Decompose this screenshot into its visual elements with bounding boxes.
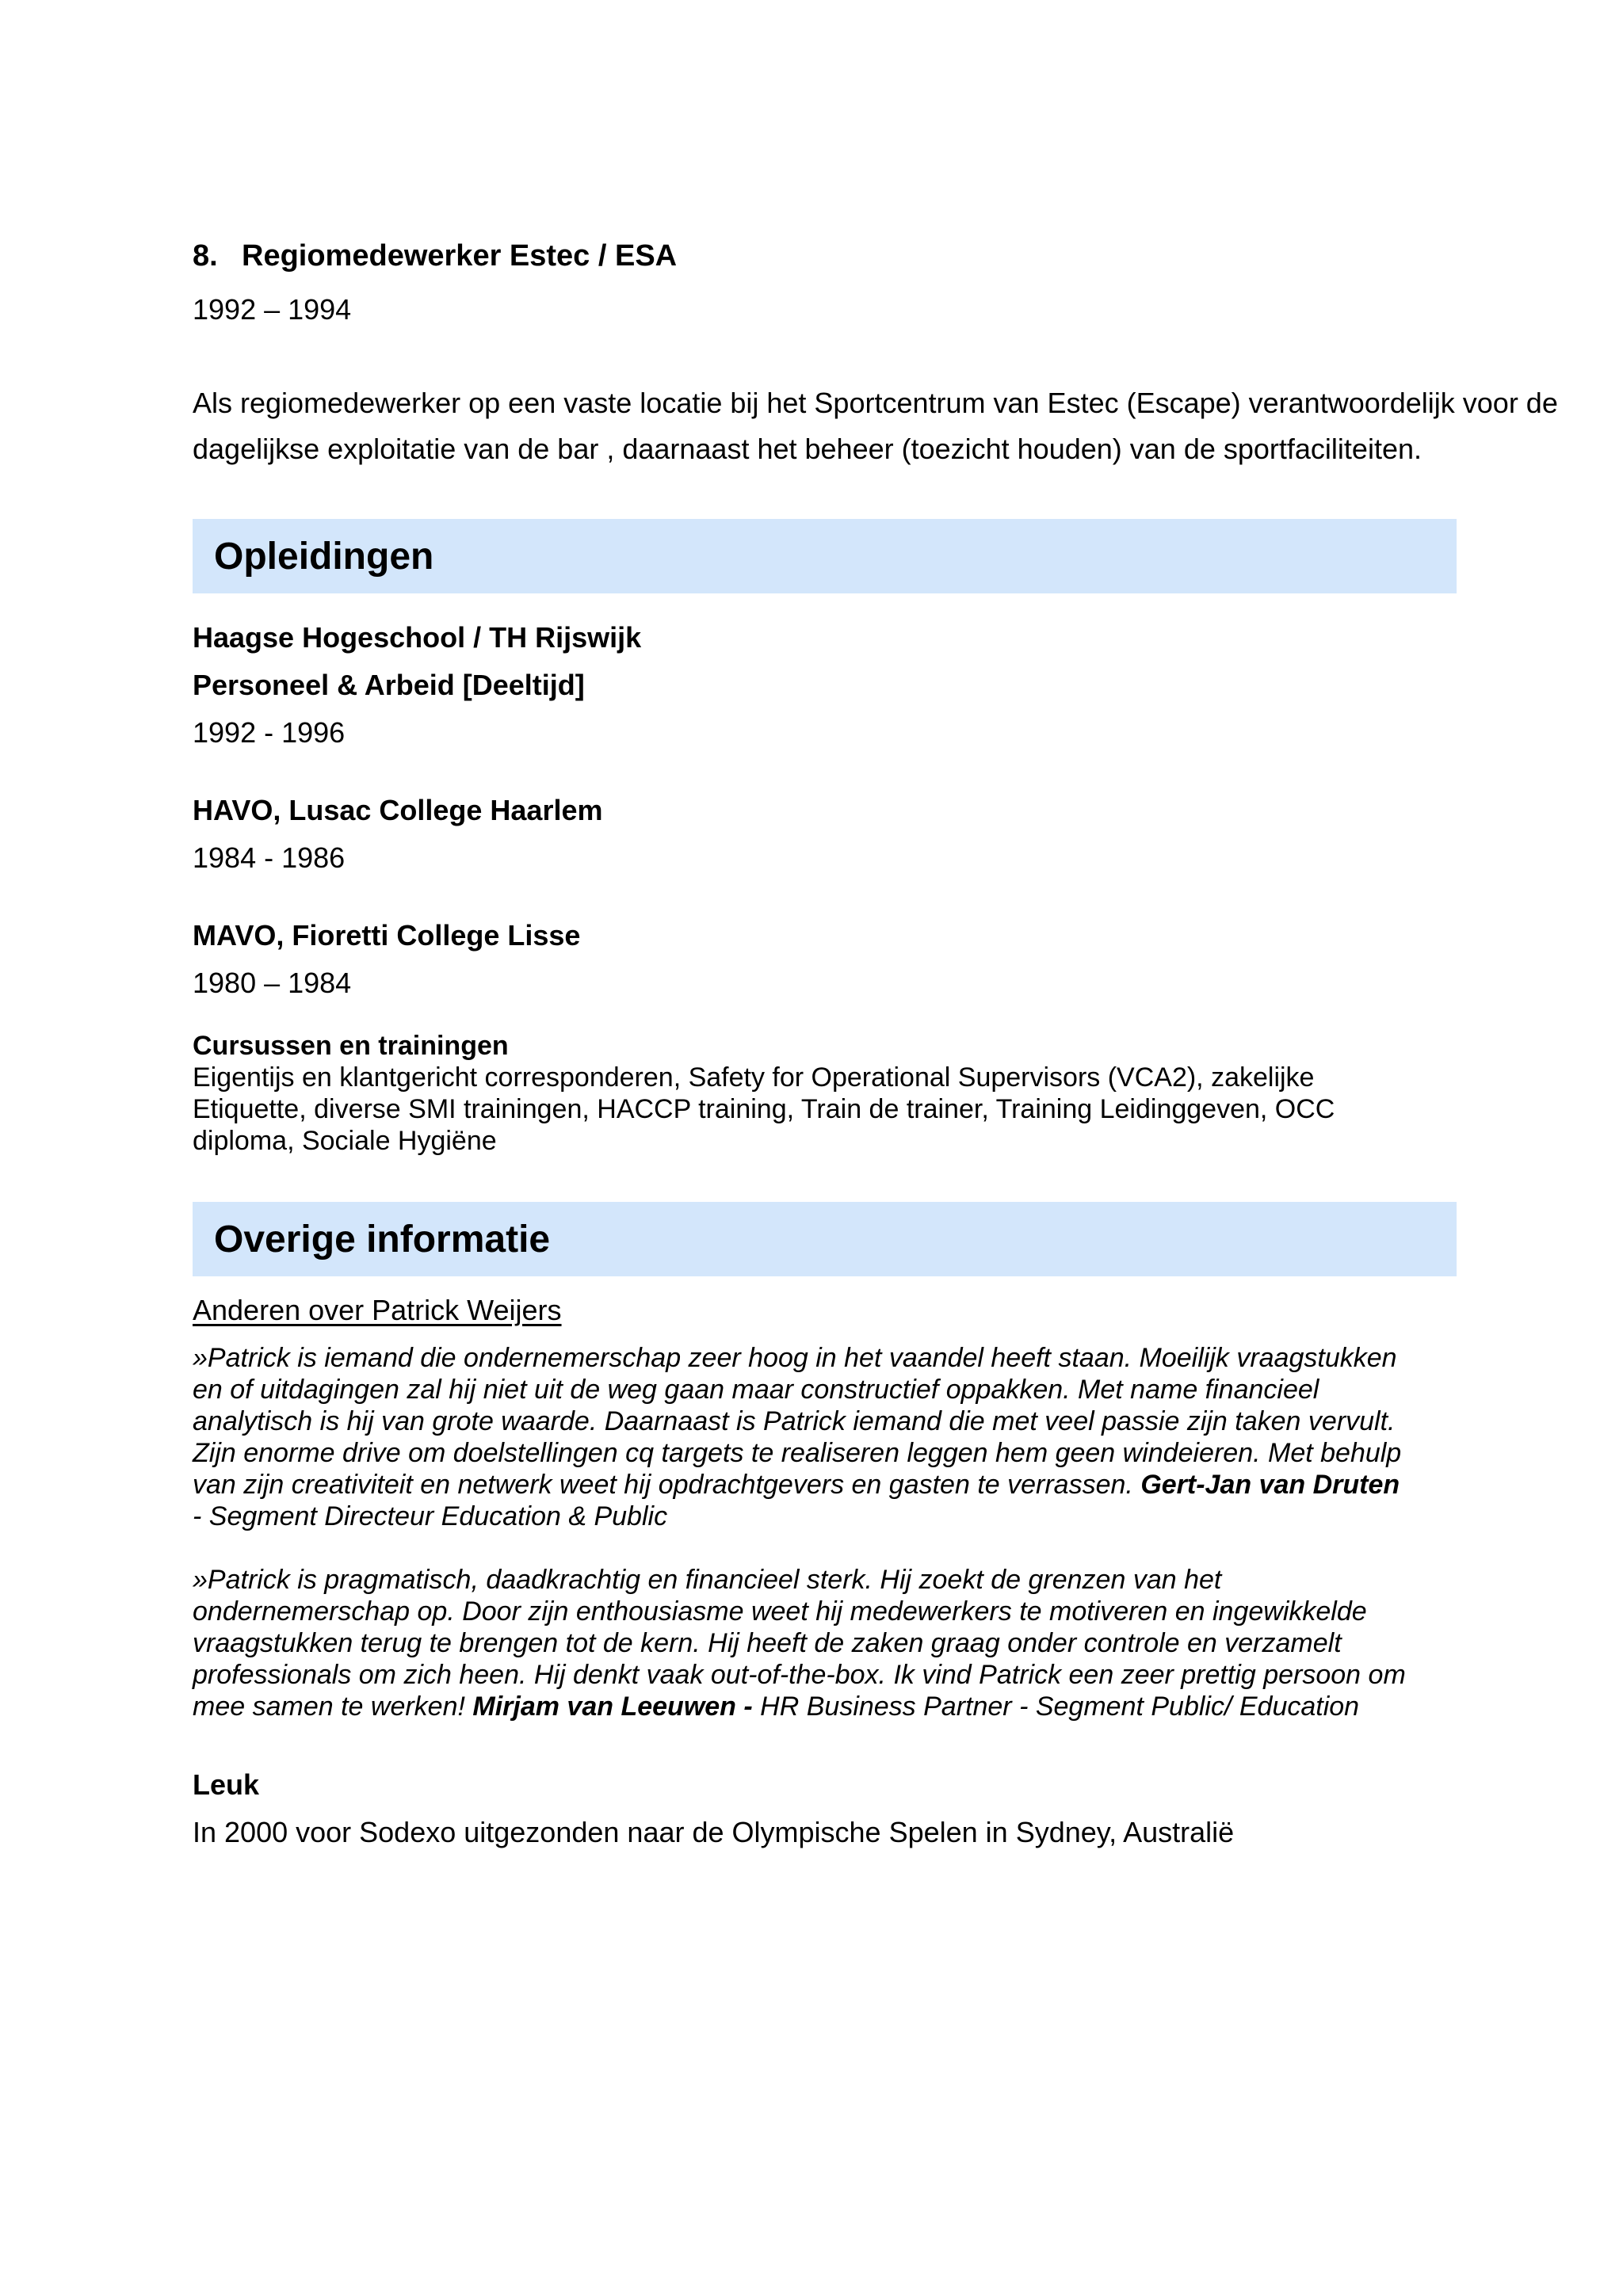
testimonial-text: van zijn creativiteit en netwerk weet hij opdrachtgevers en gasten te verrassen. bbox=[193, 1470, 1133, 1500]
testimonial-line: professionals om zich heen. Hij denkt vaak out-of-the-box. Ik vind Patrick een zeer prettig persoon om bbox=[193, 1660, 1406, 1690]
testimonial-line: en of uitdagingen zal hij niet uit de weg gaan maar constructief oppakken. Met name financieel bbox=[193, 1375, 1319, 1405]
courses-line: Eigentijs en klantgericht corresponderen, Safety for Operational Supervisors (VCA2), zakelijke bbox=[193, 1062, 1315, 1093]
job-period: 1992 – 1994 bbox=[193, 293, 352, 326]
leuk-heading: Leuk bbox=[193, 1768, 260, 1801]
testimonial-line: ondernemerschap op. Door zijn enthousiasme weet hij medewerkers te motiveren en ingewikkelde bbox=[193, 1596, 1367, 1627]
testimonial-line: Zijn enorme drive om doelstellingen cq targets te realiseren leggen hem geen windeieren. Met behulp bbox=[193, 1438, 1402, 1468]
courses-heading: Cursussen en trainingen bbox=[193, 1031, 509, 1061]
leuk-text: In 2000 voor Sodexo uitgezonden naar de Olympische Spelen in Sydney, Australië bbox=[193, 1816, 1235, 1848]
education-institution: MAVO, Fioretti College Lisse bbox=[193, 919, 581, 952]
section-header-overige-informatie bbox=[193, 1202, 1457, 1276]
testimonial-text: mee samen te werken! bbox=[193, 1691, 465, 1722]
job-description-line: Als regiomedewerker op een vaste locatie bij het Sportcentrum van Estec (Escape) verantwoordelijk voor de bbox=[193, 387, 1558, 419]
job-description-line: dagelijkse exploitatie van de bar , daarnaast het beheer (toezicht houden) van de sportfaciliteiten. bbox=[193, 433, 1422, 465]
testimonial-line bbox=[193, 1469, 1400, 1501]
testimonial-line: analytisch is hij van grote waarde. Daarnaast is Patrick iemand die met veel passie zijn taken vervult. bbox=[193, 1406, 1396, 1436]
testimonial-line: »Patrick is pragmatisch, daadkrachtig en financieel sterk. Hij zoekt de grenzen van het bbox=[193, 1565, 1222, 1595]
testimonials-heading: Anderen over Patrick Weijers bbox=[193, 1294, 562, 1326]
courses-line: Etiquette, diverse SMI trainingen, HACCP training, Train de trainer, Training Leidinggeven, OCC bbox=[193, 1094, 1335, 1124]
education-period: 1980 – 1984 bbox=[193, 967, 352, 999]
testimonial-line: vraagstukken terug te brengen tot de kern. Hij heeft de zaken graag onder controle en verzamelt bbox=[193, 1628, 1342, 1658]
job-title bbox=[193, 238, 677, 274]
testimonial-author-role: HR Business Partner - Segment Public/ Education bbox=[760, 1691, 1360, 1722]
testimonial-author: Gert-Jan van Druten bbox=[1140, 1470, 1400, 1500]
testimonial-line: »Patrick is iemand die ondernemerschap zeer hoog in het vaandel heeft staan. Moeilijk vraagstukken bbox=[193, 1343, 1397, 1373]
section-title: Overige informatie bbox=[214, 1219, 551, 1261]
testimonial-author: Mirjam van Leeuwen - bbox=[472, 1691, 753, 1722]
education-institution: Haagse Hogeschool / TH Rijswijk bbox=[193, 621, 642, 654]
education-institution: HAVO, Lusac College Haarlem bbox=[193, 794, 603, 826]
testimonial-author-role: - Segment Directeur Education & Public bbox=[193, 1501, 668, 1531]
testimonial-line bbox=[193, 1691, 1359, 1722]
education-program: Personeel & Arbeid [Deeltijd] bbox=[193, 669, 585, 701]
section-header-opleidingen bbox=[193, 519, 1457, 593]
courses-line: diploma, Sociale Hygiëne bbox=[193, 1126, 497, 1156]
education-period: 1992 - 1996 bbox=[193, 716, 346, 749]
job-number: 8. bbox=[193, 239, 218, 273]
education-period: 1984 - 1986 bbox=[193, 841, 346, 874]
section-title: Opleidingen bbox=[214, 536, 434, 578]
job-title-text: Regiomedewerker Estec / ESA bbox=[242, 239, 678, 273]
